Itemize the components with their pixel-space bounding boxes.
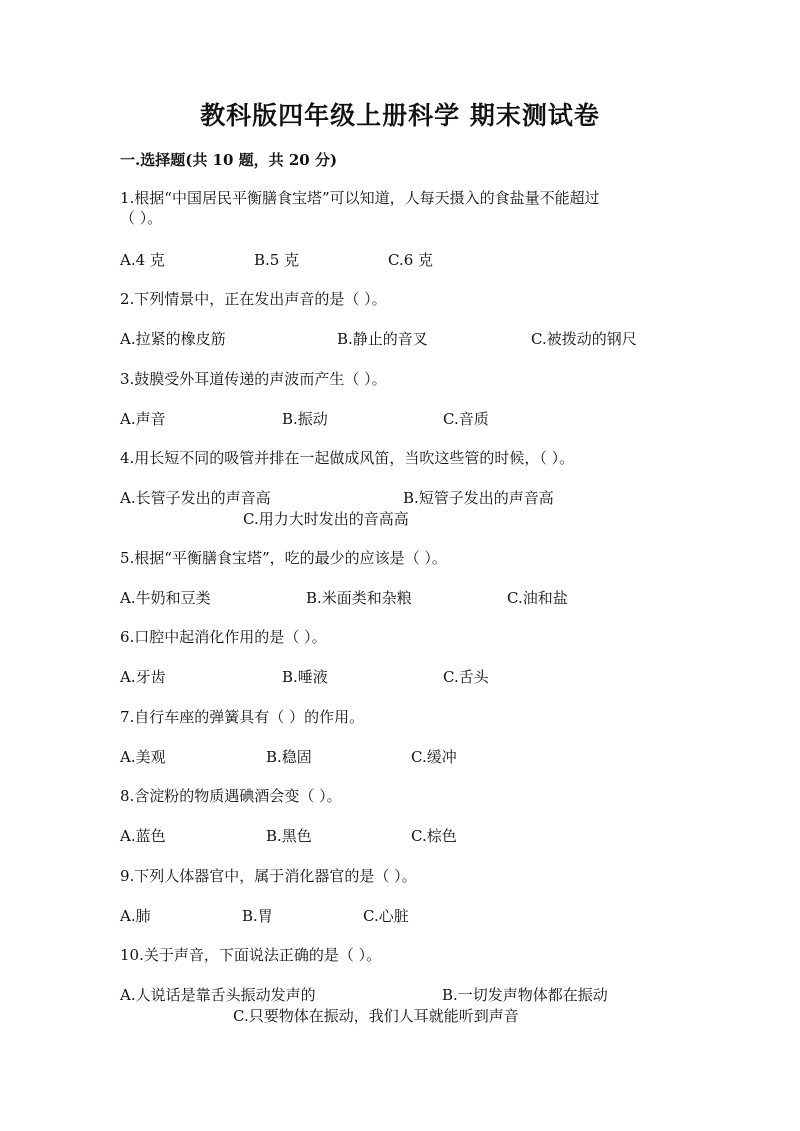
page-title: 教科版四年级上册科学 期末测试卷	[200, 101, 600, 130]
q3-option-c: C.音质	[443, 410, 489, 428]
question-6-stem: 6.口腔中起消化作用的是（ ）。	[120, 628, 327, 646]
q1-option-b: B.5 克	[254, 251, 300, 269]
q10-option-b: B.一切发声物体都在振动	[442, 986, 608, 1004]
q7-option-a: A.美观	[120, 748, 166, 766]
q6-option-b: B.唾液	[282, 668, 328, 686]
q1-option-c: C.6 克	[388, 251, 434, 269]
q6-option-a: A.牙齿	[120, 668, 166, 686]
question-4-stem: 4.用长短不同的吸管并排在一起做成风笛，当吹这些管的时候，（ ）。	[120, 449, 575, 467]
section-heading: 一.选择题(共 10 题，共 20 分)	[120, 151, 338, 169]
q5-option-a: A.牛奶和豆类	[120, 589, 211, 607]
q6-option-c: C.舌头	[443, 668, 489, 686]
q9-option-a: A.肺	[120, 907, 151, 925]
q1-option-a: A.4 克	[120, 251, 165, 269]
q4-option-a: A.长管子发出的声音高	[120, 489, 271, 507]
q2-option-c: C.被拨动的钢尺	[531, 330, 637, 348]
question-1-stem: 1.根据“中国居民平衡膳食宝塔”可以知道，人每天摄入的食盐量不能超过	[120, 189, 600, 207]
q5-option-b: B.米面类和杂粮	[306, 589, 412, 607]
q3-option-a: A.声音	[120, 410, 166, 428]
q9-option-b: B.胃	[242, 907, 273, 925]
q9-option-c: C.心脏	[363, 907, 409, 925]
q10-option-c: C.只要物体在振动，我们人耳就能听到声音	[233, 1007, 519, 1025]
q2-option-b: B.静止的音叉	[337, 330, 428, 348]
question-9-stem: 9.下列人体器官中，属于消化器官的是（ ）。	[120, 867, 417, 885]
question-8-stem: 8.含淀粉的物质遇碘酒会变（ ）。	[120, 787, 342, 805]
q3-option-b: B.振动	[282, 410, 328, 428]
q10-option-a: A.人说话是靠舌头振动发声的	[120, 986, 316, 1004]
q8-option-b: B.黑色	[266, 827, 312, 845]
q4-option-c: C.用力大时发出的音高高	[243, 510, 409, 528]
q7-option-c: C.缓冲	[411, 748, 457, 766]
question-7-stem: 7.自行车座的弹簧具有（ ）的作用。	[120, 708, 365, 726]
q2-option-a: A.拉紧的橡皮筋	[120, 330, 226, 348]
q5-option-c: C.油和盐	[507, 589, 568, 607]
q8-option-a: A.蓝色	[120, 827, 166, 845]
q7-option-b: B.稳固	[266, 748, 312, 766]
question-3-stem: 3.鼓膜受外耳道传递的声波而产生（ ）。	[120, 370, 387, 388]
q4-option-b: B.短管子发出的声音高	[403, 489, 554, 507]
q8-option-c: C.棕色	[411, 827, 457, 845]
question-1-stem-cont: （ ）。	[120, 209, 163, 227]
question-10-stem: 10.关于声音，下面说法正确的是（ ）。	[120, 946, 382, 964]
question-2-stem: 2.下列情景中，正在发出声音的是（ ）。	[120, 290, 387, 308]
question-5-stem: 5.根据“平衡膳食宝塔”，吃的最少的应该是（ ）。	[120, 549, 447, 567]
